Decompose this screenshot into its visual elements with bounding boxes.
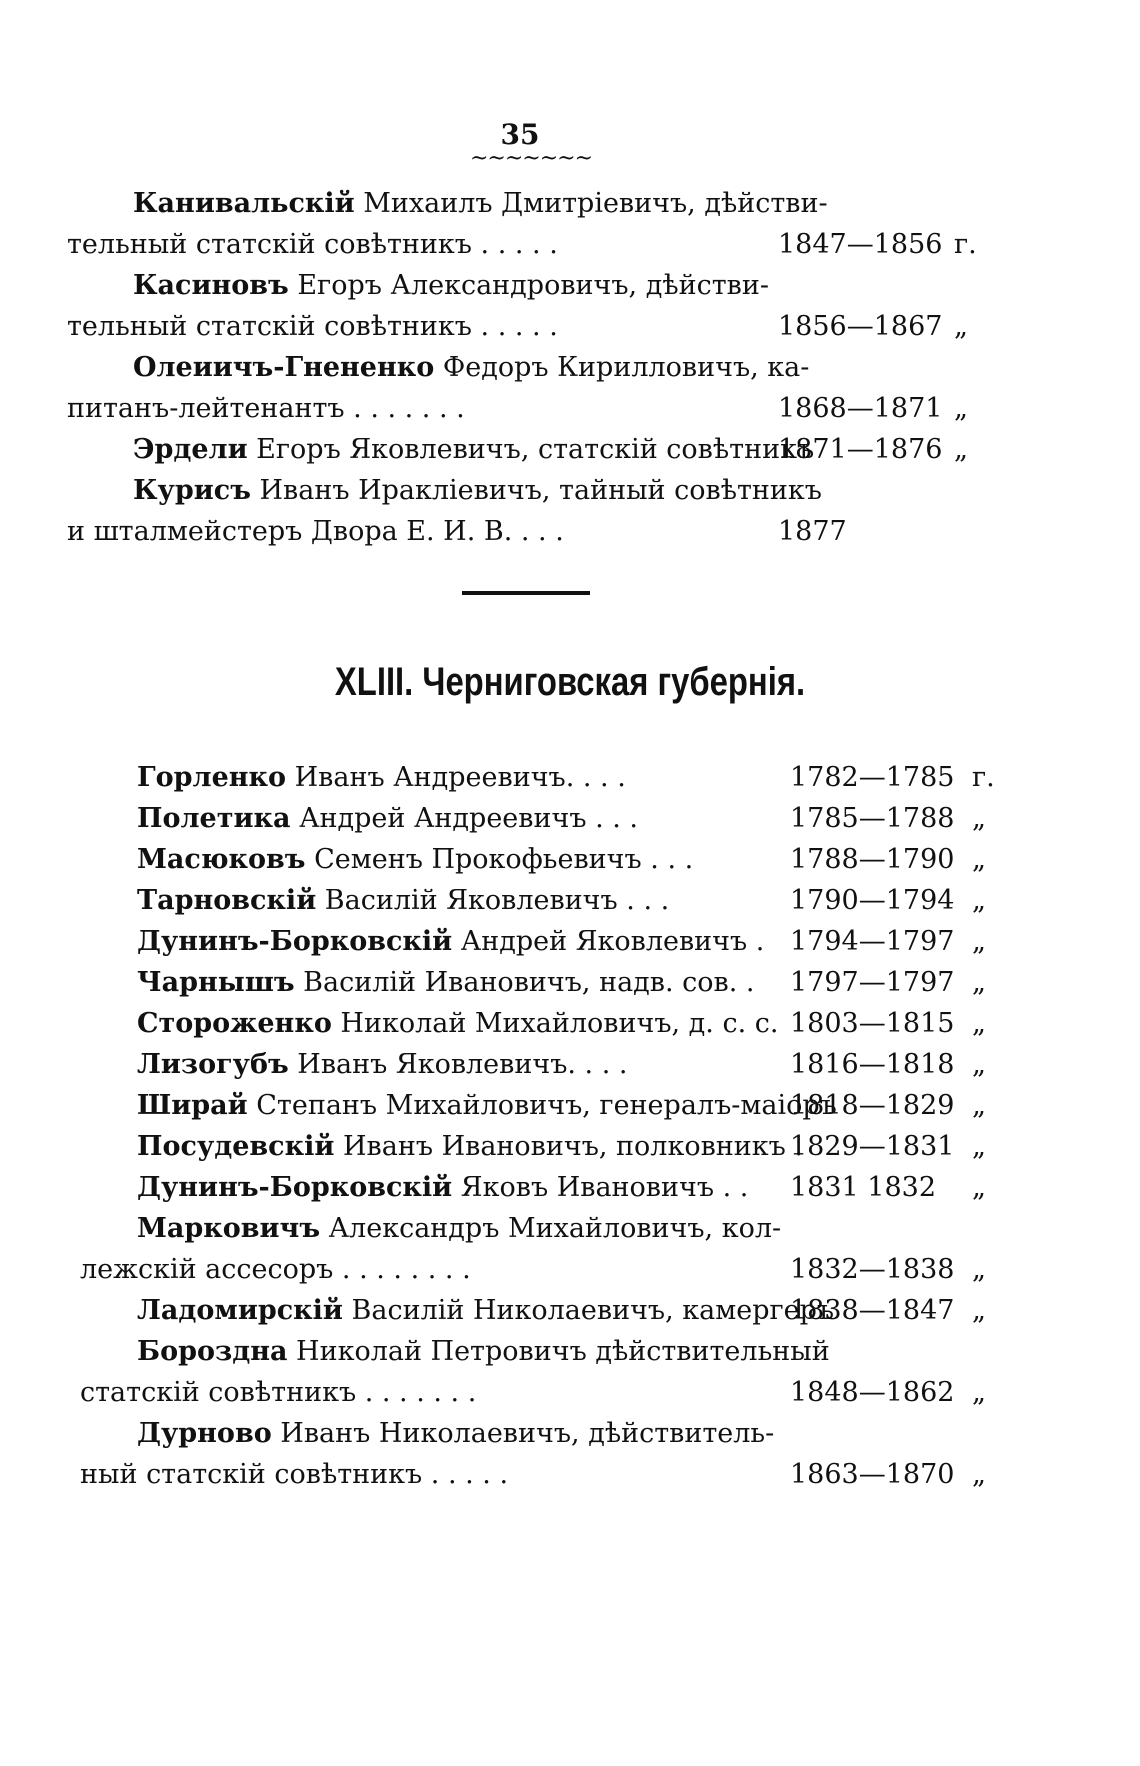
section-divider: [462, 591, 590, 595]
official-surname: Касиновъ: [133, 270, 289, 301]
term-years: 1797—1797: [790, 967, 955, 998]
term-years: 1816—1818: [790, 1049, 955, 1080]
term-years: 1848—1862: [790, 1377, 955, 1408]
year-mark: „: [972, 1377, 986, 1408]
page-number-ornament: ~~~~~~~: [470, 146, 593, 171]
official-details: статскій совѣтникъ . . . . . . .: [80, 1377, 477, 1408]
official-details: Иванъ Николаевичъ, дѣйствитель-: [271, 1418, 775, 1449]
official-details: Александръ Михайловичъ, кол-: [320, 1213, 782, 1244]
official-surname: Тарновскій: [137, 885, 317, 916]
year-mark: „: [972, 803, 986, 834]
term-years: 1785—1788: [790, 803, 955, 834]
official-details: Николай Михайловичъ, д. с. с.: [331, 1008, 779, 1039]
official-details: Василій Ивановичъ, надв. сов. .: [294, 967, 755, 998]
year-mark: „: [954, 311, 968, 342]
official-surname: Чарнышъ: [137, 967, 295, 998]
term-years: 1871—1876: [778, 434, 943, 465]
official-details: Яковъ Ивановичъ . .: [452, 1172, 749, 1203]
official-surname: Канивальскій: [133, 188, 355, 219]
term-years: 1829—1831: [790, 1131, 955, 1162]
official-details: Иванъ Андреевичъ. . . .: [286, 762, 626, 793]
term-years: 1832—1838: [790, 1254, 955, 1285]
official-details: лежскій ассесоръ . . . . . . . .: [80, 1254, 471, 1285]
official-details: питанъ-лейтенантъ . . . . . . .: [67, 393, 465, 424]
term-years: 1847—1856: [778, 229, 943, 260]
year-mark: „: [972, 1008, 986, 1039]
official-surname: Дунинъ-Борковскій: [137, 1172, 453, 1203]
term-years: 1831 1832: [790, 1172, 937, 1203]
page-number: 35 ~~~~~~~: [470, 118, 593, 171]
official-details: тельный статскій совѣтникъ . . . . .: [67, 311, 558, 342]
official-details: Николай Петровичъ дѣйствительный: [287, 1336, 830, 1367]
official-surname: Стороженко: [137, 1008, 332, 1039]
term-years: 1863—1870: [790, 1459, 955, 1490]
year-mark: „: [972, 1131, 986, 1162]
year-mark: „: [972, 1254, 986, 1285]
official-details: Михаилъ Дмитріевичъ, дѣйстви-: [354, 188, 828, 219]
year-mark: „: [972, 1090, 986, 1121]
year-mark: „: [954, 434, 968, 465]
official-details: Василій Николаевичъ, камергеръ: [342, 1295, 835, 1326]
term-years: 1838—1847: [790, 1295, 955, 1326]
official-surname: Олеиичъ-Гнененко: [133, 352, 435, 383]
year-mark: г.: [972, 762, 995, 793]
term-years: 1856—1867: [778, 311, 943, 342]
year-mark: „: [972, 1459, 986, 1490]
official-surname: Бороздна: [137, 1336, 288, 1367]
term-years: 1782—1785: [790, 762, 955, 793]
official-details: и шталмейстеръ Двора Е. И. В. . . .: [67, 516, 564, 547]
official-details: Андрей Яковлевичъ .: [452, 926, 765, 957]
official-surname: Ширай: [137, 1090, 248, 1121]
official-details: Степанъ Михайловичъ, генералъ-маіоръ: [247, 1090, 837, 1121]
year-mark: г.: [954, 229, 977, 260]
official-details: Андрей Андреевичъ . . .: [290, 803, 639, 834]
official-details: Егоръ Александровичъ, дѣйстви-: [288, 270, 770, 301]
official-surname: Курисъ: [133, 475, 251, 506]
term-years: 1803—1815: [790, 1008, 955, 1039]
official-details: Иванъ Яковлевичъ. . . .: [288, 1049, 628, 1080]
official-surname: Марковичъ: [137, 1213, 321, 1244]
section-title: XLIII. Черниговская губернія.: [334, 660, 806, 704]
term-years: 1868—1871: [778, 393, 943, 424]
official-details: Семенъ Прокофьевичъ . . .: [305, 844, 694, 875]
term-years: 1788—1790: [790, 844, 955, 875]
official-details: Василій Яковлевичъ . . .: [316, 885, 670, 916]
official-details: Иванъ Ираклiевичъ, тайный совѣтникъ: [250, 475, 822, 506]
year-mark: „: [972, 1295, 986, 1326]
official-surname: Дунинъ-Борковскій: [137, 926, 453, 957]
term-years: 1790—1794: [790, 885, 955, 916]
official-surname: Посудевскій: [137, 1131, 335, 1162]
official-surname: Ладомирскій: [137, 1295, 343, 1326]
official-surname: Эрдели: [133, 434, 248, 465]
year-mark: „: [954, 393, 968, 424]
year-mark: „: [972, 926, 986, 957]
term-years: 1818—1829: [790, 1090, 955, 1121]
official-details: Иванъ Ивановичъ, полковникъ .: [334, 1131, 804, 1162]
official-surname: Лизогубъ: [137, 1049, 289, 1080]
year-mark: „: [972, 1049, 986, 1080]
official-surname: Полетика: [137, 803, 291, 834]
term-years: 1794—1797: [790, 926, 955, 957]
official-surname: Дурново: [137, 1418, 272, 1449]
year-mark: „: [972, 885, 986, 916]
official-details: ный статскій совѣтникъ . . . . .: [80, 1459, 509, 1490]
term-years: 1877: [778, 516, 847, 547]
official-surname: Масюковъ: [137, 844, 306, 875]
official-surname: Горленко: [137, 762, 287, 793]
year-mark: „: [972, 967, 986, 998]
official-details: тельный статскій совѣтникъ . . . . .: [67, 229, 558, 260]
official-details: Егоръ Яковлевичъ, статскій совѣтникъ: [247, 434, 815, 465]
year-mark: „: [972, 844, 986, 875]
year-mark: „: [972, 1172, 986, 1203]
official-details: Федоръ Кирилловичъ, ка-: [434, 352, 810, 383]
